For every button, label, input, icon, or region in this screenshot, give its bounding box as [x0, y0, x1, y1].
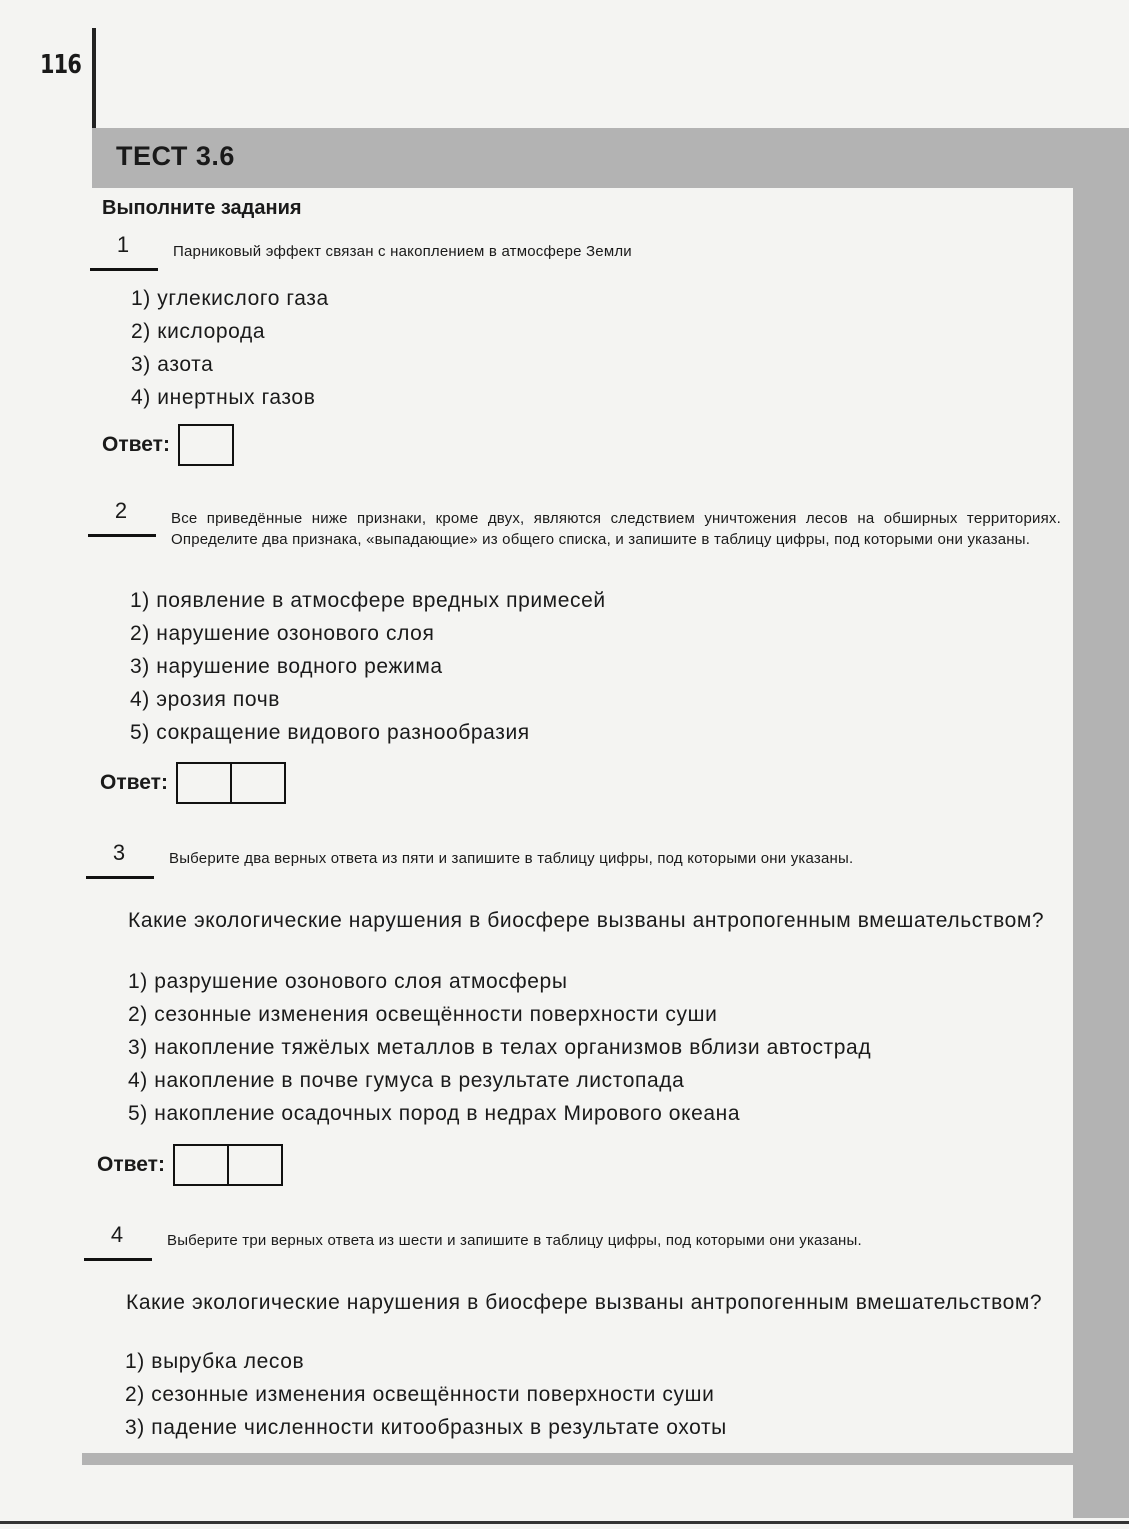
answer-label: Ответ:: [100, 771, 168, 794]
task-1-answer: [102, 424, 234, 466]
list-item: 5) сокращение видового разнообразия: [130, 721, 530, 744]
answer-box: [173, 1144, 283, 1186]
list-item: 2) кислорода: [131, 320, 266, 343]
task-3-options: [128, 965, 871, 1130]
task-3-number: 3: [112, 840, 126, 865]
task-1-options: [131, 282, 329, 414]
task-1-number: 1: [116, 232, 130, 257]
task-2-answer: [100, 762, 286, 804]
task-4-text: Выберите три верных ответа из шести и запишите в таблицу цифры, под которыми они указаны.: [167, 1232, 862, 1249]
header-band: [92, 128, 1129, 188]
page-margin-rule: [92, 28, 96, 128]
bottom-rule: [0, 1521, 1129, 1524]
task-4-underline: [84, 1258, 152, 1261]
task-3-answer: [97, 1144, 283, 1186]
list-item: 1) углекислого газа: [131, 287, 329, 310]
list-item: 2) нарушение озонового слоя: [130, 622, 435, 645]
list-item: 4) накопление в почве гумуса в результате листопада: [128, 1069, 685, 1092]
list-item: 3) нарушение водного режима: [130, 655, 443, 678]
list-item: 2) сезонные изменения освещённости поверхности суши: [125, 1383, 715, 1406]
task-1-text: Парниковый эффект связан с накоплением в атмосфере Земли: [173, 243, 632, 260]
bottom-band: [82, 1453, 1073, 1465]
task-1-underline: [90, 268, 158, 271]
page-number: 116: [40, 50, 82, 80]
task-4-number: 4: [110, 1222, 124, 1247]
task-2-underline: [88, 534, 156, 537]
answer-label: Ответ:: [102, 433, 170, 456]
answer-label: Ответ:: [97, 1153, 165, 1176]
list-item: 1) разрушение озонового слоя атмосферы: [128, 970, 568, 993]
list-item: 4) инертных газов: [131, 386, 316, 409]
instructions-heading: Выполните задания: [102, 197, 302, 219]
answer-cell[interactable]: [227, 1146, 281, 1184]
task-3-text: Выберите два верных ответа из пяти и запишите в таблицу цифры, под которыми они указаны.: [169, 850, 854, 867]
answer-cell[interactable]: [230, 764, 284, 802]
answer-cell[interactable]: [175, 1146, 227, 1184]
list-item: 4) эрозия почв: [130, 688, 280, 711]
list-item: 3) накопление тяжёлых металлов в телах организмов вблизи автострад: [128, 1036, 872, 1059]
answer-cell[interactable]: [180, 426, 232, 464]
test-title: ТЕСТ 3.6: [116, 141, 235, 171]
task-4-options: [125, 1345, 727, 1444]
list-item: 5) накопление осадочных пород в недрах Мирового океана: [128, 1102, 741, 1125]
task-2-options: [130, 584, 606, 749]
task-4-question: Какие экологические нарушения в биосфере вызваны антропогенным вмешательством?: [126, 1291, 1043, 1314]
list-item: 3) азота: [131, 353, 214, 376]
list-item: 1) вырубка лесов: [125, 1350, 305, 1373]
list-item: 1) появление в атмосфере вредных примесей: [130, 589, 606, 612]
list-item: 3) падение численности китообразных в результате охоты: [125, 1416, 727, 1439]
task-2-text: Все приведённые ниже признаки, кроме двух, являются следствием уничтожения лесов на обширных территориях. Определите два признака, «выпадающие» из общего списка, и запишите в таблицу цифры, под которыми они указаны.: [171, 510, 1061, 548]
task-2-number: 2: [114, 498, 128, 523]
task-3-question: Какие экологические нарушения в биосфере вызваны антропогенным вмешательством?: [128, 909, 1045, 932]
answer-cell[interactable]: [178, 764, 230, 802]
answer-box: [176, 762, 286, 804]
right-margin-band: [1073, 188, 1129, 1518]
task-3-underline: [86, 876, 154, 879]
list-item: 2) сезонные изменения освещённости поверхности суши: [128, 1003, 718, 1026]
answer-box: [178, 424, 234, 466]
